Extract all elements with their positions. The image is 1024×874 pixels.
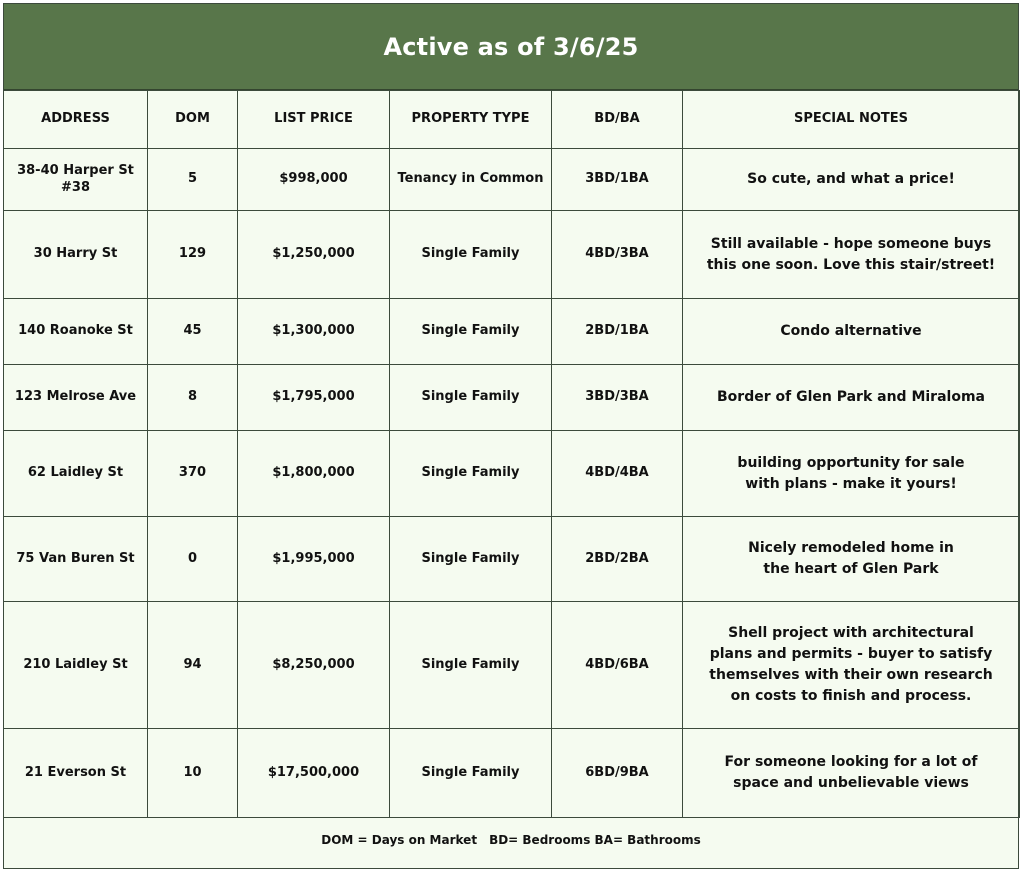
column-header-list-price: LIST PRICE — [238, 91, 390, 149]
property-type-cell: Single Family — [390, 365, 552, 431]
special-note-line: So cute, and what a price! — [747, 171, 955, 187]
list-price-cell: $1,795,000 — [238, 365, 390, 431]
special-note-line: Border of Glen Park and Miraloma — [717, 389, 985, 405]
header-row — [4, 91, 1020, 149]
special-note-line: plans and permits - buyer to satisfy — [709, 646, 993, 662]
list-price-cell: $1,250,000 — [238, 211, 390, 299]
special-notes-cell — [683, 602, 1020, 729]
list-price-cell: $1,800,000 — [238, 431, 390, 517]
special-note-line: with plans - make it yours! — [745, 475, 957, 492]
address-cell: 140 Roanoke St — [4, 299, 148, 365]
special-note-line: Condo alternative — [780, 323, 922, 339]
table-row — [4, 602, 1020, 729]
column-header-dom: DOM — [148, 91, 238, 149]
dom-legend: DOM = Days on Market — [321, 833, 478, 847]
address-cell: 62 Laidley St — [4, 431, 148, 517]
listing-sheet — [3, 3, 1019, 869]
list-price-cell: $1,995,000 — [238, 517, 390, 602]
address-cell: 30 Harry St — [4, 211, 148, 299]
special-note-line: this one soon. Love this stair/street! — [706, 256, 996, 273]
table-row — [4, 211, 1020, 299]
list-price-cell: $998,000 — [238, 149, 390, 211]
dom-cell: 8 — [148, 365, 238, 431]
table-row — [4, 365, 1020, 431]
special-notes-cell — [683, 365, 1020, 431]
bd-ba-cell: 3BD/1BA — [552, 149, 683, 211]
listings-table — [3, 90, 1020, 818]
special-note-line: on costs to finish and process. — [730, 688, 972, 704]
table-row — [4, 729, 1020, 818]
page-title: Active as of 3/6/25 — [4, 4, 1018, 90]
special-notes-cell — [683, 149, 1020, 211]
dom-cell: 94 — [148, 602, 238, 729]
special-notes-cell — [683, 211, 1020, 299]
property-type-cell: Single Family — [390, 211, 552, 299]
list-price-cell: $17,500,000 — [238, 729, 390, 818]
address-cell: 123 Melrose Ave — [4, 365, 148, 431]
bd-ba-cell: 4BD/4BA — [552, 431, 683, 517]
dom-cell: 370 — [148, 431, 238, 517]
property-type-cell: Tenancy in Common — [390, 149, 552, 211]
footer-legend — [4, 812, 1018, 868]
bd-ba-cell: 6BD/9BA — [552, 729, 683, 818]
special-notes-cell — [683, 729, 1020, 818]
special-note-line: Still available - hope someone buys — [710, 235, 992, 252]
property-type-cell: Single Family — [390, 431, 552, 517]
property-type-cell: Single Family — [390, 517, 552, 602]
bd-ba-cell: 2BD/2BA — [552, 517, 683, 602]
dom-cell: 129 — [148, 211, 238, 299]
special-note-line: building opportunity for sale — [737, 454, 965, 471]
table-row — [4, 431, 1020, 517]
address-cell: 21 Everson St — [4, 729, 148, 818]
special-note-line: themselves with their own research — [709, 667, 993, 683]
list-price-cell: $1,300,000 — [238, 299, 390, 365]
bd-ba-cell: 4BD/3BA — [552, 211, 683, 299]
column-header-bd-ba: BD/BA — [552, 91, 683, 149]
bd-ba-cell: 4BD/6BA — [552, 602, 683, 729]
address-cell: 210 Laidley St — [4, 602, 148, 729]
special-note-line: Shell project with architectural — [728, 625, 974, 641]
bd-ba-cell: 3BD/3BA — [552, 365, 683, 431]
column-header-property-type: PROPERTY TYPE — [390, 91, 552, 149]
column-header-special-notes: SPECIAL NOTES — [683, 91, 1020, 149]
address-cell: 75 Van Buren St — [4, 517, 148, 602]
table-row — [4, 517, 1020, 602]
special-note-line: For someone looking for a lot of — [724, 754, 978, 770]
dom-cell: 45 — [148, 299, 238, 365]
property-type-cell: Single Family — [390, 602, 552, 729]
bd-ba-legend: BD= Bedrooms BA= Bathrooms — [489, 833, 701, 847]
special-note-line: Nicely remodeled home in — [748, 540, 954, 556]
property-type-cell: Single Family — [390, 729, 552, 818]
dom-cell: 5 — [148, 149, 238, 211]
special-notes-cell — [683, 299, 1020, 365]
address-cell: 38-40 Harper St #38 — [4, 149, 148, 211]
special-note-line: space and unbelievable views — [733, 775, 969, 791]
special-notes-cell — [683, 517, 1020, 602]
list-price-cell: $8,250,000 — [238, 602, 390, 729]
dom-cell: 0 — [148, 517, 238, 602]
column-header-address: ADDRESS — [4, 91, 148, 149]
special-notes-cell — [683, 431, 1020, 517]
table-row — [4, 149, 1020, 211]
dom-cell: 10 — [148, 729, 238, 818]
special-note-line: the heart of Glen Park — [763, 561, 939, 577]
table-row — [4, 299, 1020, 365]
bd-ba-cell: 2BD/1BA — [552, 299, 683, 365]
property-type-cell: Single Family — [390, 299, 552, 365]
